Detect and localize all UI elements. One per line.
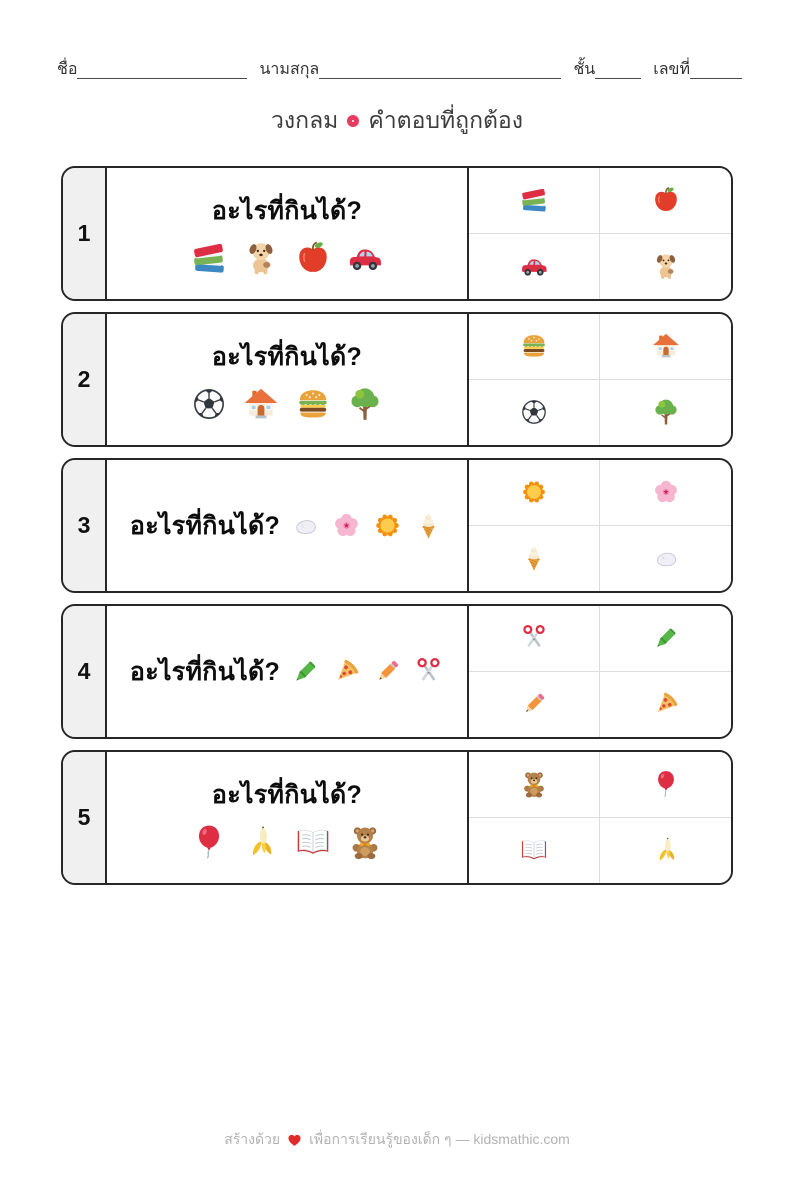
question-area (107, 752, 467, 883)
burger-icon (294, 385, 332, 423)
house-icon (242, 385, 280, 423)
student-number-label: เลขที่ (653, 61, 690, 78)
answer-option-d[interactable] (600, 380, 731, 446)
books-icon (519, 185, 549, 215)
answer-option-c[interactable] (469, 526, 600, 592)
question-row-1 (61, 166, 733, 301)
tree-icon (346, 385, 384, 423)
answer-option-b[interactable] (600, 460, 731, 526)
answer-grid (467, 460, 731, 591)
scissors-icon (519, 623, 549, 653)
question-text: อะไรที่กินได้? (211, 342, 363, 371)
question-list (61, 166, 733, 885)
question-text: อะไรที่กินได้? (211, 196, 363, 225)
question-number: 1 (63, 168, 107, 299)
open-book-icon (294, 823, 332, 861)
sun-icon (372, 510, 403, 541)
burger-icon (519, 331, 549, 361)
answer-option-c[interactable] (469, 380, 600, 446)
banana-icon (242, 823, 280, 861)
pizza-icon (331, 656, 362, 687)
answer-option-a[interactable] (469, 168, 600, 234)
books-icon (190, 239, 228, 277)
pencil-icon (372, 656, 403, 687)
house-icon (651, 331, 681, 361)
question-items (190, 239, 384, 277)
question-number: 4 (63, 606, 107, 737)
instructions-title (0, 103, 794, 139)
heart-icon (287, 1133, 302, 1148)
question-number: 3 (63, 460, 107, 591)
cherry-blossom-icon (651, 477, 681, 507)
answer-option-b[interactable] (600, 606, 731, 672)
question-area (107, 168, 467, 299)
question-items (190, 385, 384, 423)
question-text: อะไรที่กินได้? (211, 780, 363, 809)
answer-option-a[interactable] (469, 314, 600, 380)
pizza-icon (651, 689, 681, 719)
banana-icon (651, 835, 681, 865)
question-items (290, 510, 444, 541)
ice-cream-icon (413, 510, 444, 541)
sun-icon (519, 477, 549, 507)
answer-option-b[interactable] (600, 168, 731, 234)
rock-icon (651, 543, 681, 573)
question-row-4 (61, 604, 733, 739)
answer-grid (467, 314, 731, 445)
soccer-ball-icon (519, 397, 549, 427)
answer-option-d[interactable] (600, 672, 731, 738)
instruction-suffix: คำตอบที่ถูกต้อง (368, 107, 523, 133)
credit-suffix: เพื่อการเรียนรู้ของเด็ก ๆ — kidsmathic.com (309, 1131, 570, 1147)
question-area (107, 606, 467, 737)
name-blank-line[interactable] (77, 63, 247, 79)
open-book-icon (519, 835, 549, 865)
name-label: ชื่อ (57, 61, 78, 78)
answer-option-c[interactable] (469, 818, 600, 884)
dog-icon (242, 239, 280, 277)
balloon-icon (651, 769, 681, 799)
pencil-icon (519, 689, 549, 719)
answer-option-d[interactable] (600, 526, 731, 592)
apple-icon (651, 185, 681, 215)
question-items (290, 656, 444, 687)
cherry-blossom-icon (331, 510, 362, 541)
crayon-icon (290, 656, 321, 687)
student-info-row (57, 62, 742, 79)
answer-grid (467, 606, 731, 737)
question-row-5 (61, 750, 733, 885)
answer-option-c[interactable] (469, 234, 600, 300)
class-label: ชั้น (573, 61, 596, 78)
tree-icon (651, 397, 681, 427)
instruction-prefix: วงกลม (271, 107, 339, 133)
question-text: อะไรที่กินได้? (129, 657, 281, 686)
answer-option-b[interactable] (600, 752, 731, 818)
surname-label: นามสกุล (259, 61, 320, 78)
student-number-blank-line[interactable] (690, 63, 742, 79)
answer-grid (467, 168, 731, 299)
answer-option-d[interactable] (600, 818, 731, 884)
teddy-bear-icon (519, 769, 549, 799)
credit-footer (0, 1129, 794, 1151)
balloon-icon (190, 823, 228, 861)
question-area (107, 314, 467, 445)
car-icon (346, 239, 384, 277)
dog-icon (651, 251, 681, 281)
ice-cream-icon (519, 543, 549, 573)
answer-option-a[interactable] (469, 752, 600, 818)
question-area (107, 460, 467, 591)
soccer-ball-icon (190, 385, 228, 423)
question-row-2 (61, 312, 733, 447)
question-row-3 (61, 458, 733, 593)
surname-blank-line[interactable] (319, 63, 561, 79)
answer-option-c[interactable] (469, 672, 600, 738)
teddy-bear-icon (346, 823, 384, 861)
question-number: 5 (63, 752, 107, 883)
answer-grid (467, 752, 731, 883)
apple-icon (294, 239, 332, 277)
rock-icon (290, 510, 321, 541)
answer-option-a[interactable] (469, 606, 600, 672)
crayon-icon (651, 623, 681, 653)
answer-option-a[interactable] (469, 460, 600, 526)
scissors-icon (413, 656, 444, 687)
answer-option-d[interactable] (600, 234, 731, 300)
circle-icon (347, 115, 359, 127)
question-items (190, 823, 384, 861)
class-blank-line[interactable] (595, 63, 641, 79)
answer-option-b[interactable] (600, 314, 731, 380)
credit-prefix: สร้างด้วย (224, 1131, 281, 1147)
question-text: อะไรที่กินได้? (129, 511, 281, 540)
car-icon (519, 251, 549, 281)
question-number: 2 (63, 314, 107, 445)
